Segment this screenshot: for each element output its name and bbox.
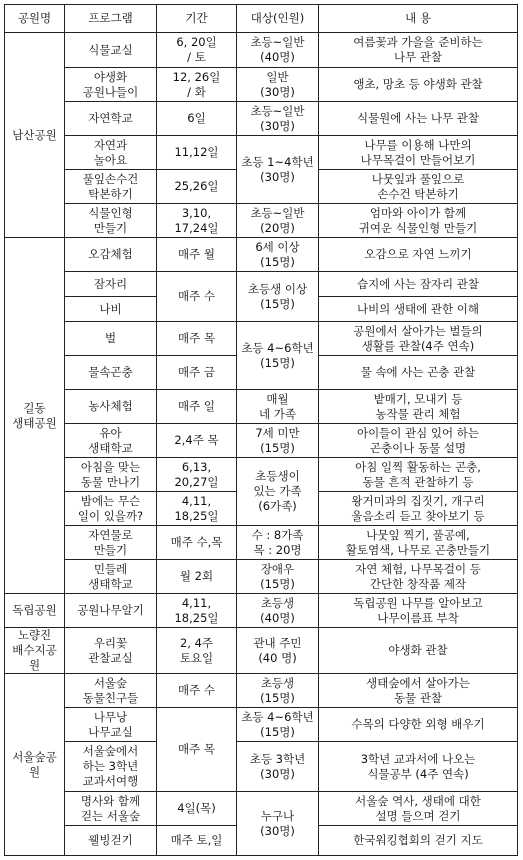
content-cell: 아침 일찍 활동하는 곤충, 동물 흔적 관찰하기 등 [319,458,518,492]
target-cell: 초등생 (15명) [237,674,319,708]
table-row [5,322,518,356]
table-row [5,238,518,272]
header-program: 프로그램 [65,5,157,33]
content-cell: 나비의 생태에 관한 이해 [319,297,518,322]
program-cell: 민들레 생태학교 [65,560,157,594]
target-cell: 매월 네 가족 [237,390,319,424]
content-cell: 한국워킹협회의 걷기 지도 [319,826,518,856]
period-cell: 6,13, 20,27일 [157,458,237,492]
program-cell: 나무낭 나무교실 [65,708,157,742]
content-cell: 엄마와 아이가 함께 귀여운 식물인형 만들기 [319,204,518,238]
content-cell: 생태숲에서 살아가는 동물 관찰 [319,674,518,708]
content-cell: 나무를 이용해 나만의 나무목걸이 만들어보기 [319,136,518,170]
content-cell: 식물원에 사는 나무 관찰 [319,102,518,136]
target-cell: 초등생이 있는 가족 (6가족) [237,458,319,526]
content-cell: 여름꽃과 가을을 준비하는 나무 관찰 [319,33,518,68]
period-cell: 2,4주 목 [157,424,237,458]
period-cell: 매주 수,목 [157,526,237,560]
park-name-cell: 길동 생태공원 [5,238,65,594]
park-name-cell: 독립공원 [5,594,65,628]
program-cell: 야생화 공원나들이 [65,68,157,102]
table-row [5,708,518,742]
program-schedule-table [4,4,518,856]
header-period: 기간 [157,5,237,33]
target-cell: 수 : 8가족 목 : 20명 [237,526,319,560]
program-cell: 자연과 놀아요 [65,136,157,170]
content-cell: 3학년 교과서에 나오는 식물공부 (4주 연속) [319,742,518,792]
content-cell: 앵초, 망초 등 야생화 관찰 [319,68,518,102]
period-cell: 매주 목 [157,708,237,792]
period-cell: 2, 4주 토요일 [157,628,237,674]
period-cell: 4일(목) [157,792,237,826]
table-row [5,594,518,628]
period-cell: 매주 수 [157,272,237,322]
header-content: 내 용 [319,5,518,33]
program-cell: 공원나무알기 [65,594,157,628]
table-row [5,526,518,560]
content-cell: 자연 체험, 나무목걸이 등 간단한 창작품 제작 [319,560,518,594]
content-cell: 나뭇잎 찍기, 풀공예, 활토염색, 나무로 곤충만들기 [319,526,518,560]
program-cell: 잠자리 [65,272,157,297]
period-cell: 12, 26일 / 화 [157,68,237,102]
period-cell: 매주 일 [157,390,237,424]
period-cell: 25,26일 [157,170,237,204]
program-cell: 농사체험 [65,390,157,424]
table-row [5,390,518,424]
period-cell: 3,10, 17,24일 [157,204,237,238]
table-row [5,792,518,826]
period-cell: 매주 목 [157,322,237,356]
program-cell: 서울숲에서 하는 3학년 교과서여행 [65,742,157,792]
target-cell: 초등생 이상 (15명) [237,272,319,322]
period-cell: 11,12일 [157,136,237,170]
content-cell: 습지에 사는 잠자리 관찰 [319,272,518,297]
table-row [5,628,518,674]
period-cell: 4,11, 18,25일 [157,594,237,628]
target-cell: 누구나 (30명) [237,792,319,856]
content-cell: 오감으로 자연 느끼기 [319,238,518,272]
program-cell: 식물인형 만들기 [65,204,157,238]
target-cell: 초등~일반 (30명) [237,102,319,136]
program-cell: 나비 [65,297,157,322]
program-cell: 우리꽃 관찰교실 [65,628,157,674]
table-row [5,424,518,458]
content-cell: 밭매기, 모내기 등 농작물 관리 체험 [319,390,518,424]
target-cell: 초등 3학년 (30명) [237,742,319,792]
table-row [5,272,518,297]
program-cell: 풀잎손수건 탁본하기 [65,170,157,204]
park-name-cell: 서울숲공원 [5,674,65,856]
period-cell: 월 2회 [157,560,237,594]
program-cell: 밤에는 무슨 일이 있을까? [65,492,157,526]
program-cell: 유아 생태학교 [65,424,157,458]
header-park: 공원명 [5,5,65,33]
header-target: 대상(인원) [237,5,319,33]
table-row [5,68,518,102]
program-cell: 웰빙걷기 [65,826,157,856]
content-cell: 나뭇잎과 풀잎으로 손수건 탁본하기 [319,170,518,204]
target-cell: 장애우 (15명) [237,560,319,594]
target-cell: 초등생 (40명) [237,594,319,628]
period-cell: 매주 토,일 [157,826,237,856]
content-cell: 수목의 다양한 외형 배우기 [319,708,518,742]
program-cell: 식물교실 [65,33,157,68]
program-cell: 오감체험 [65,238,157,272]
target-cell: 초등~일반 (40명) [237,33,319,68]
program-cell: 명사와 함께 걷는 서울숲 [65,792,157,826]
table-row [5,742,518,792]
program-cell: 자연물로 만들기 [65,526,157,560]
content-cell: 야생화 관찰 [319,628,518,674]
table-row [5,458,518,492]
program-cell: 벌 [65,322,157,356]
table-row [5,560,518,594]
table-row [5,204,518,238]
target-cell: 초등 4~6학년 (15명) [237,708,319,742]
program-cell: 아침을 맞는 동물 만나기 [65,458,157,492]
park-name-cell: 노량진 배수지공원 [5,628,65,674]
period-cell: 6일 [157,102,237,136]
target-cell: 일반 (30명) [237,68,319,102]
period-cell: 6, 20일 / 토 [157,33,237,68]
park-name-cell: 남산공원 [5,33,65,238]
target-cell: 초등 4~6학년 (15명) [237,322,319,390]
period-cell: 매주 월 [157,238,237,272]
period-cell: 매주 수 [157,674,237,708]
content-cell: 서울숲 역사, 생태에 대한 설명 들으며 걷기 [319,792,518,826]
program-cell: 물속곤충 [65,356,157,390]
target-cell: 관내 주민 (40 명) [237,628,319,674]
content-cell: 아이들이 관심 있어 하는 곤충이나 동물 설명 [319,424,518,458]
target-cell: 초등 1~4학년 (30명) [237,136,319,204]
content-cell: 물 속에 사는 곤충 관찰 [319,356,518,390]
target-cell: 초등~일반 (20명) [237,204,319,238]
table-row [5,136,518,170]
content-cell: 왕거미과의 집짓기, 개구리 울음소리 듣고 찾아보기 등 [319,492,518,526]
table-header-row [5,5,518,33]
content-cell: 공원에서 살아가는 벌들의 생활를 관찰(4주 연속) [319,322,518,356]
program-cell: 자연학교 [65,102,157,136]
table-row [5,33,518,68]
content-cell: 독립공원 나무를 알아보고 나무이름표 부착 [319,594,518,628]
period-cell: 매주 금 [157,356,237,390]
target-cell: 7세 미만 (15명) [237,424,319,458]
table-row [5,674,518,708]
program-cell: 서울숲 동물친구들 [65,674,157,708]
target-cell: 6세 이상 (15명) [237,238,319,272]
period-cell: 4,11, 18,25일 [157,492,237,526]
table-row [5,102,518,136]
